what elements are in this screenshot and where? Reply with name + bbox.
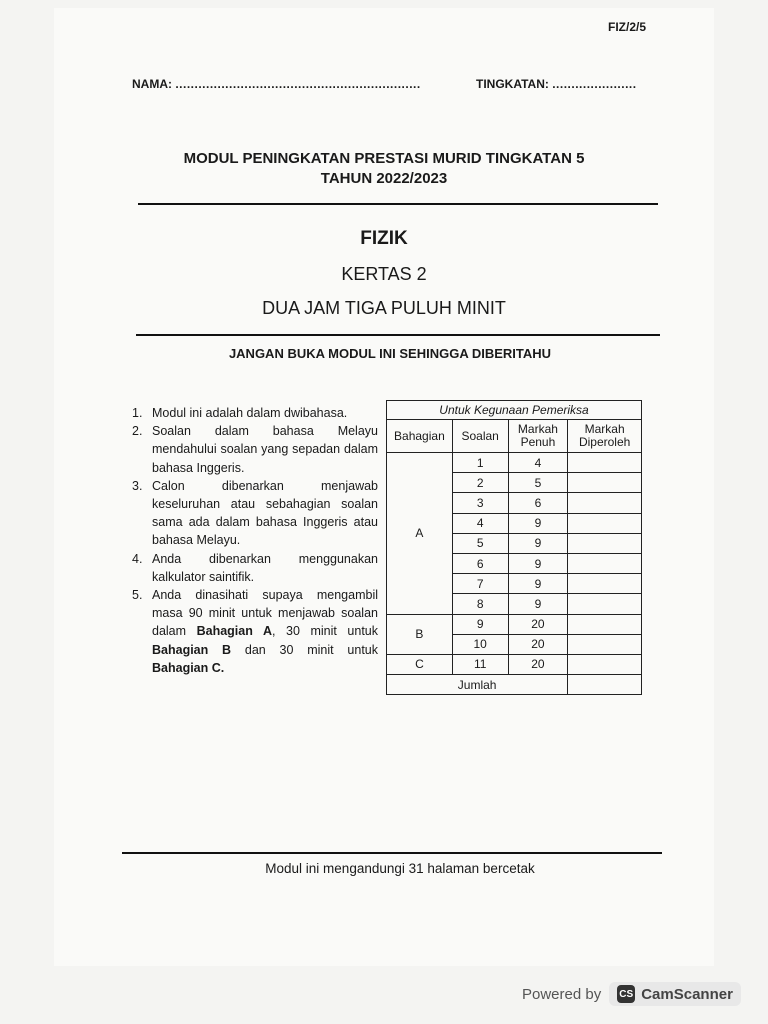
- instruction-item: 2. Soalan dalam bahasa Melayu mendahului soalan yang sepadan dalam bahasa Inggeris.: [132, 424, 378, 475]
- powered-by-text: Powered by: [522, 985, 602, 1003]
- table-row: 5 9: [387, 533, 642, 553]
- instruction-item: 5. Anda dinasihati supaya mengambil masa 90 minit untuk menjawab soalan dalam Bahagian A, 30 minit untuk Bahagian B dan 30 minit untuk Bahagian C.: [132, 588, 379, 675]
- module-year: TAHUN 2022/2023: [320, 170, 448, 187]
- section-a-label: A: [387, 453, 453, 615]
- divider-bottom: [122, 852, 662, 854]
- name-field: [132, 77, 421, 91]
- table-row: 3 6: [387, 493, 642, 513]
- exam-duration: DUA JAM TIGA PULUH MINIT: [262, 298, 506, 318]
- header-section: Bahagian: [387, 420, 453, 453]
- marks-obtained-cell[interactable]: [568, 614, 642, 634]
- form-level-label: TINGKATAN:: [476, 77, 549, 91]
- section-b-label: B: [387, 614, 453, 654]
- paper-number: KERTAS 2: [341, 264, 427, 284]
- marks-obtained-cell[interactable]: [568, 574, 642, 594]
- table-row: 8 9: [387, 594, 642, 614]
- camscanner-watermark: [522, 982, 741, 1006]
- table-row: 6 9: [387, 553, 642, 573]
- total-marks-cell[interactable]: [568, 675, 642, 695]
- table-caption: Untuk Kegunaan Pemeriksa: [387, 401, 642, 420]
- marks-obtained-cell[interactable]: [568, 634, 642, 654]
- section-c-label: C: [387, 654, 453, 674]
- total-label: Jumlah: [387, 675, 568, 695]
- marks-obtained-cell[interactable]: [568, 493, 642, 513]
- table-row: 10 20: [387, 634, 642, 654]
- name-blank: ................................................................: [175, 77, 421, 91]
- instructions-list: [132, 404, 378, 677]
- table-row: C 11 20: [387, 654, 642, 674]
- marks-obtained-cell[interactable]: [568, 553, 642, 573]
- camscanner-logo-icon: CS: [617, 985, 635, 1003]
- page-count-note: Modul ini mengandungi 31 halaman bercetak: [265, 861, 535, 876]
- marks-obtained-cell[interactable]: [568, 654, 642, 674]
- marks-obtained-cell[interactable]: [568, 473, 642, 493]
- divider-middle: [136, 334, 660, 336]
- examiner-marks-table: [386, 400, 642, 695]
- subject-title: FIZIK: [360, 228, 408, 249]
- form-level-blank: ......................: [552, 77, 637, 91]
- marks-obtained-cell[interactable]: [568, 453, 642, 473]
- form-level-field: [476, 77, 637, 91]
- paper-code: FIZ/2/5: [607, 20, 646, 34]
- camscanner-brand: CamScanner: [641, 985, 733, 1003]
- table-row: 7 9: [387, 574, 642, 594]
- header-question: Soalan: [452, 420, 508, 453]
- table-row: B 9 20: [387, 614, 642, 634]
- marks-obtained-cell[interactable]: [568, 533, 642, 553]
- table-row: A 1 4: [387, 453, 642, 473]
- instruction-item: 4. Anda dibenarkan menggunakan kalkulator saintifik.: [132, 551, 378, 584]
- marks-obtained-cell[interactable]: [568, 513, 642, 533]
- table-row: 2 5: [387, 473, 642, 493]
- instruction-item: 3. Calon dibenarkan menjawab keseluruhan atau sebahagian soalan sama ada dalam bahasa Inggeris atau bahasa Melayu.: [132, 478, 378, 548]
- module-title: MODUL PENINGKATAN PRESTASI MURID TINGKATAN 5: [183, 150, 585, 167]
- camscanner-badge: [609, 982, 741, 1006]
- name-label: NAMA:: [132, 77, 172, 91]
- instruction-item: 1. Modul ini adalah dalam dwibahasa.: [132, 406, 348, 420]
- total-row: [387, 675, 642, 695]
- divider-top: [138, 203, 658, 205]
- warning-notice: JANGAN BUKA MODUL INI SEHINGGA DIBERITAHU: [228, 346, 552, 361]
- marks-obtained-cell[interactable]: [568, 594, 642, 614]
- header-full-marks: Markah Penuh: [508, 420, 568, 453]
- table-row: 4 9: [387, 513, 642, 533]
- header-marks-obtained: Markah Diperoleh: [568, 420, 642, 453]
